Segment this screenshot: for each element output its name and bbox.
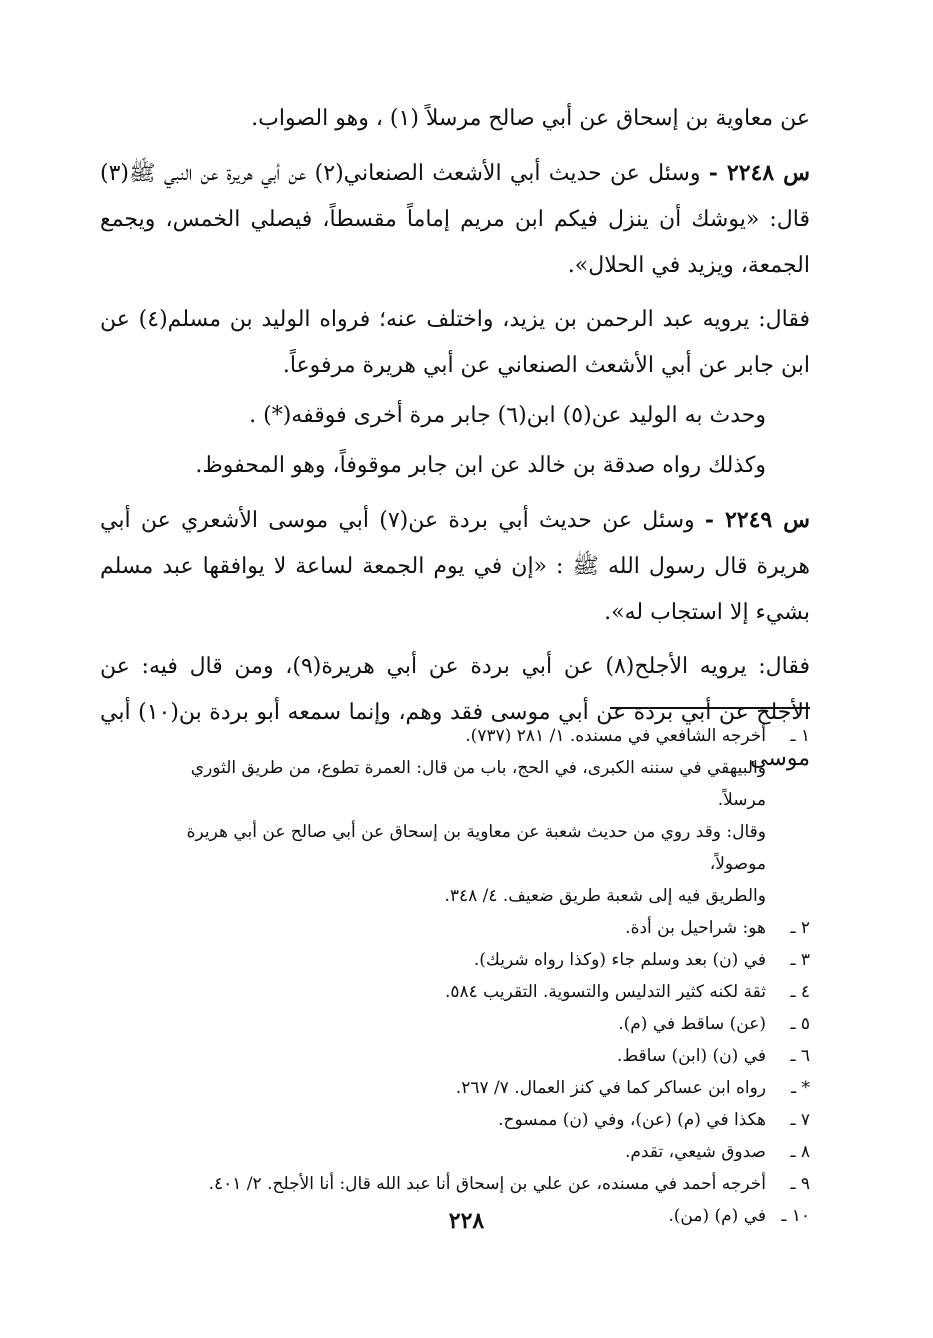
footnote	[150, 976, 810, 1008]
footnote	[150, 816, 810, 880]
question-number: س ٢٢٤٩ -	[704, 507, 811, 533]
page-number: ٢٢٨	[448, 1208, 485, 1234]
footnote-text: والطريق فيه إلى شعبة طريق ضعيف. ٤/ ٣٤٨.	[444, 886, 766, 906]
question-2249	[100, 497, 810, 636]
answer-paragraph: وحدث به الوليد عن(٥) ابن(٦) جابر مرة أخرى فوقفه(*) .	[249, 403, 766, 428]
footnote-number: ٩ ـ	[790, 1174, 810, 1194]
footnote	[150, 1040, 810, 1072]
footnote-text: رواه ابن عساكر كما في كنز العمال. ٧/ ٢٦٧.	[455, 1078, 766, 1098]
footnote-number: ١ ـ	[790, 726, 810, 746]
footnote-text: في (ن) بعد وسلم جاء (وكذا رواه شريك).	[473, 950, 766, 970]
footnote	[150, 1168, 810, 1200]
footnote	[150, 1008, 810, 1040]
question-text: وسئل عن حديث أبي الأشعث الصنعاني(٢) عن أبي هريرة عن النبي ﷺ(٣) قال: «يوشك أن ينزل فيكم ابن مريم إماماً مقسطاً، فيصلي الخمس، ويجمع الجمعة، ويزيد في الحلال».	[100, 161, 810, 278]
footnote-number: ١٠ ـ	[781, 1206, 810, 1226]
answer-paragraph: فقال: يرويه الأجلح(٨) عن أبي بردة عن أبي هريرة(٩)، ومن قال فيه: عن الأجلح عن أبي بردة عن أبي موسى فقد وهم، وإنما سمعه أبو بردة بن(١٠) أبي موسى	[100, 654, 810, 771]
footnote	[150, 1072, 810, 1104]
question-text: وسئل عن حديث أبي بردة عن(٧) أبي موسى الأشعري عن أبي هريرة قال رسول الله ﷺ : «إن في يوم الجمعة لساعة لا يوافقها عبد مسلم بشيء إلا استجاب له».	[100, 508, 810, 625]
footnote-text: هو: شراحيل بن أدة.	[625, 918, 766, 938]
footnote-text: أخرجه أحمد في مسنده، عن علي بن إسحاق أنا عبد الله قال: أنا الأجلح. ٢/ ٤٠١.	[208, 1174, 766, 1194]
footnote-text: هكذا في (م) (عن)، وفي (ن) ممسوح.	[498, 1110, 766, 1130]
footnote-text: (عن) ساقط في (م).	[618, 1014, 766, 1034]
footnote-text: ثقة لكنه كثير التدليس والتسوية. التقريب ٥٨٤.	[444, 982, 766, 1002]
footnote-number: ٤ ـ	[790, 982, 810, 1002]
footnote	[150, 944, 810, 976]
footnote-text: وقال: وقد روي من حديث شعبة عن معاوية بن إسحاق عن أبي صالح عن أبي هريرة موصولاً،	[186, 822, 766, 874]
question-number: س ٢٢٤٨ -	[708, 160, 811, 186]
footnote-number: ٦ ـ	[790, 1046, 810, 1066]
footnote-text: والبيهقي في سننه الكبرى، في الحج، باب من قال: العمرة تطوع، من طريق الثوري مرسلاً.	[190, 758, 766, 810]
footnote	[150, 720, 810, 752]
footnote-number: ٧ ـ	[790, 1110, 810, 1130]
footnote	[150, 1104, 810, 1136]
footnote	[150, 1136, 810, 1168]
main-text	[100, 96, 810, 786]
answer-paragraph: وكذلك رواه صدقة بن خالد عن ابن جابر موقوفاً، وهو المحفوظ.	[195, 453, 766, 478]
footnote-number: ٨ ـ	[790, 1142, 810, 1162]
footnote-number: * ـ	[791, 1078, 810, 1098]
footnote-divider	[610, 707, 810, 709]
footnote-text: صدوق شيعي، تقدم.	[625, 1142, 766, 1162]
footnote	[150, 880, 810, 912]
paragraph: عن معاوية بن إسحاق عن أبي صالح مرسلاً (١) ، وهو الصواب.	[251, 106, 810, 131]
footnote-number: ٥ ـ	[790, 1014, 810, 1034]
question-2248	[100, 150, 810, 289]
footnote-text: أخرجه الشافعي في مسنده. ١/ ٢٨١ (٧٣٧).	[465, 726, 766, 746]
footnote-text: في (م) (من).	[668, 1206, 766, 1226]
footnotes	[150, 720, 810, 1232]
footnote-number: ٢ ـ	[790, 918, 810, 938]
footnote	[150, 752, 810, 816]
footnote	[150, 912, 810, 944]
footnote-number: ٣ ـ	[790, 950, 810, 970]
answer-paragraph: فقال: يرويه عبد الرحمن بن يزيد، واختلف عنه؛ فرواه الوليد بن مسلم(٤) عن ابن جابر عن أبي الأشعث الصنعاني عن أبي هريرة مرفوعاً.	[100, 307, 811, 378]
footnote-text: في (ن) (ابن) ساقط.	[616, 1046, 766, 1066]
